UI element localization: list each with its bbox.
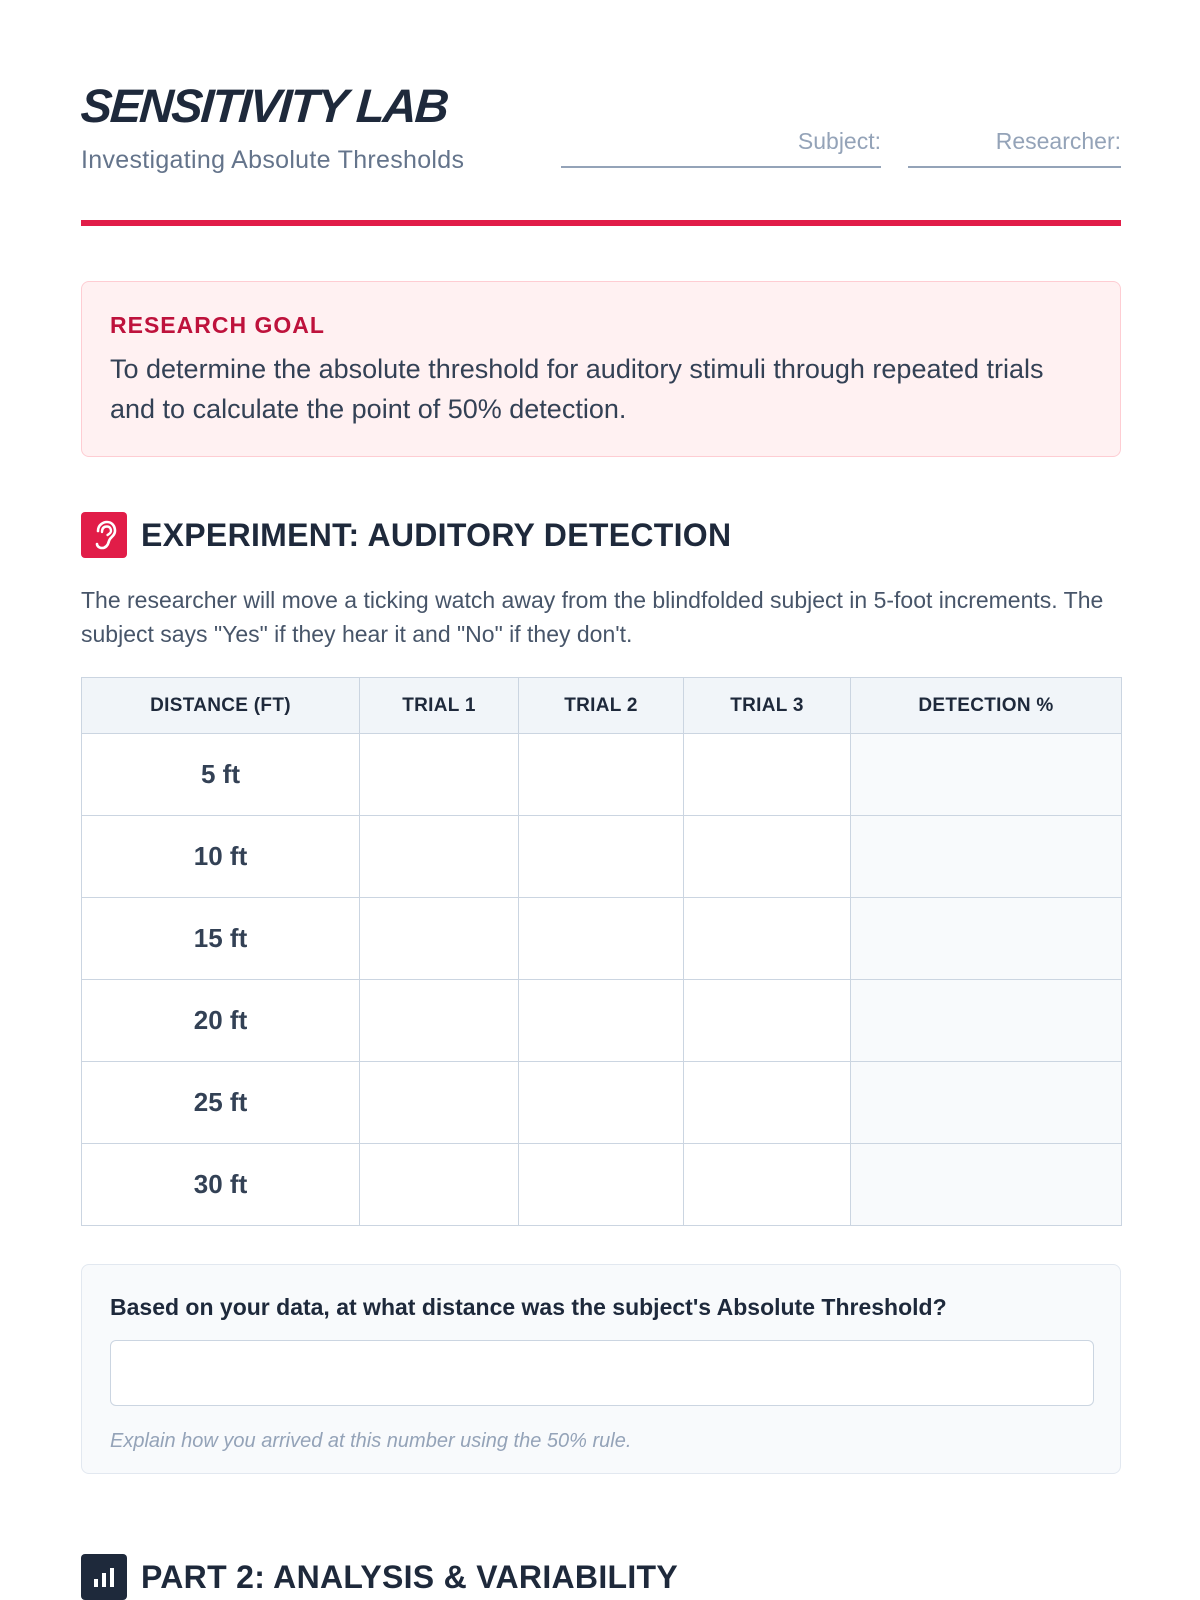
page-subtitle: Investigating Absolute Thresholds xyxy=(81,146,465,174)
trial-3-cell[interactable] xyxy=(684,816,851,898)
detection-cell[interactable] xyxy=(851,980,1122,1062)
experiment-title: EXPERIMENT: AUDITORY DETECTION xyxy=(141,516,732,553)
detection-cell[interactable] xyxy=(851,1144,1122,1226)
research-goal-box xyxy=(81,281,1121,457)
trial-1-cell[interactable] xyxy=(360,734,519,816)
column-header-detection: DETECTION % xyxy=(851,678,1122,734)
bar-chart-icon xyxy=(81,1554,127,1600)
trial-3-cell[interactable] xyxy=(684,734,851,816)
table-row xyxy=(82,898,1122,980)
subject-label: Subject: xyxy=(797,128,881,154)
table-row xyxy=(82,1144,1122,1226)
table-row xyxy=(82,816,1122,898)
distance-cell: 30 ft xyxy=(82,1144,360,1226)
trial-1-cell[interactable] xyxy=(360,816,519,898)
page-header xyxy=(79,79,1121,182)
table-row xyxy=(82,734,1122,816)
trial-1-cell[interactable] xyxy=(360,1062,519,1144)
threshold-question-box xyxy=(81,1264,1121,1474)
part2-title: PART 2: ANALYSIS & VARIABILITY xyxy=(141,1558,679,1595)
distance-cell: 25 ft xyxy=(82,1062,360,1144)
header-divider xyxy=(81,220,1121,226)
trial-2-cell[interactable] xyxy=(519,734,684,816)
research-goal-label: RESEARCH GOAL xyxy=(110,312,325,338)
trial-3-cell[interactable] xyxy=(684,1062,851,1144)
trial-1-cell[interactable] xyxy=(360,980,519,1062)
distance-cell: 15 ft xyxy=(82,898,360,980)
data-table xyxy=(81,677,1122,1226)
column-header-trial-1: TRIAL 1 xyxy=(360,678,519,734)
researcher-field[interactable] xyxy=(908,128,1121,168)
threshold-hint: Explain how you arrived at this number using the 50% rule. xyxy=(110,1430,632,1452)
trial-2-cell[interactable] xyxy=(519,816,684,898)
column-header-trial-3: TRIAL 3 xyxy=(684,678,851,734)
trial-2-cell[interactable] xyxy=(519,1062,684,1144)
table-row xyxy=(82,1062,1122,1144)
distance-cell: 5 ft xyxy=(82,734,360,816)
researcher-label: Researcher: xyxy=(995,128,1121,154)
trial-3-cell[interactable] xyxy=(684,898,851,980)
experiment-section-header xyxy=(81,512,731,558)
table-header-row xyxy=(82,678,1122,734)
research-goal-text: To determine the absolute threshold for auditory stimuli through repeated trials and to calculate the point of 50% detection. xyxy=(110,354,1044,424)
trial-1-cell[interactable] xyxy=(360,1144,519,1226)
ear-icon xyxy=(81,512,127,558)
threshold-answer-input[interactable] xyxy=(110,1340,1094,1406)
trial-2-cell[interactable] xyxy=(519,980,684,1062)
detection-cell[interactable] xyxy=(851,1062,1122,1144)
column-header-distance: DISTANCE (FT) xyxy=(82,678,360,734)
trial-3-cell[interactable] xyxy=(684,1144,851,1226)
part2-section-header xyxy=(81,1554,678,1600)
detection-cell[interactable] xyxy=(851,734,1122,816)
trial-2-cell[interactable] xyxy=(519,1144,684,1226)
distance-cell: 10 ft xyxy=(82,816,360,898)
detection-cell[interactable] xyxy=(851,898,1122,980)
trial-3-cell[interactable] xyxy=(684,980,851,1062)
experiment-instructions: The researcher will move a ticking watch away from the blindfolded subject in 5-foot increments. The subject says "Yes" if they hear it and "No" if they don't. xyxy=(81,587,1104,647)
trial-1-cell[interactable] xyxy=(360,898,519,980)
subject-field[interactable] xyxy=(561,128,881,168)
distance-cell: 20 ft xyxy=(82,980,360,1062)
column-header-trial-2: TRIAL 2 xyxy=(519,678,684,734)
page-title: SENSITIVITY LAB xyxy=(79,79,449,132)
trial-2-cell[interactable] xyxy=(519,898,684,980)
table-row xyxy=(82,980,1122,1062)
detection-cell[interactable] xyxy=(851,816,1122,898)
threshold-question: Based on your data, at what distance was the subject's Absolute Threshold? xyxy=(110,1294,947,1320)
